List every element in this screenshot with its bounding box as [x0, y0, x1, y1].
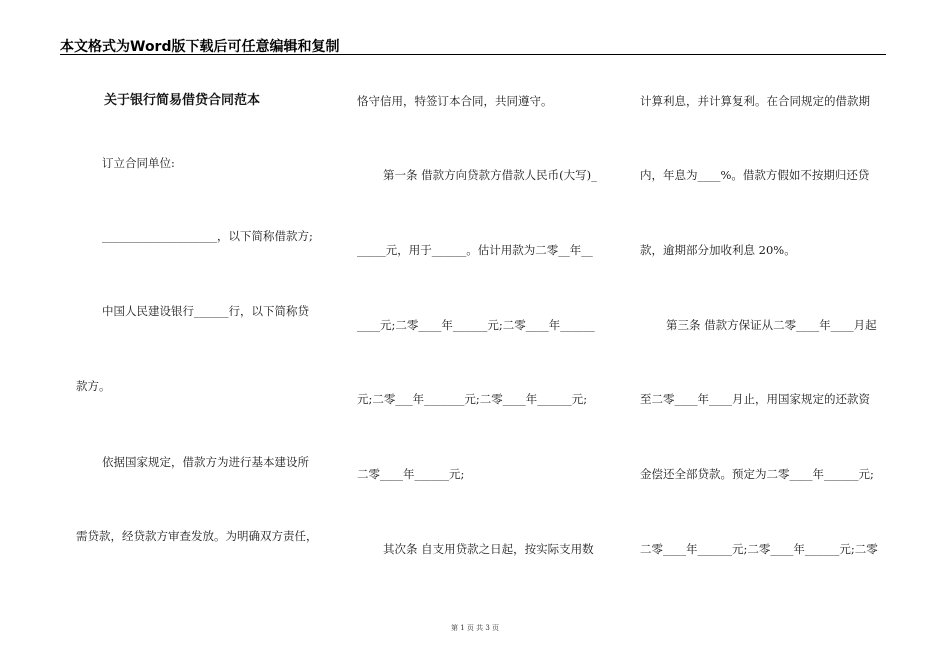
text-line: 计算利息，并计算复利。在合同规定的借款期: [640, 94, 870, 108]
text-line: 金偿还全部贷款。预定为二零____年______元;: [640, 467, 874, 481]
text-line: 内，年息为____%。借款方假如不按期归还贷: [640, 168, 870, 182]
text-line: 款，逾期部分加收利息 20%。: [640, 243, 796, 257]
text-line: 需贷款，经贷款方审查发放。为明确双方责任，: [76, 529, 318, 543]
text-line: _____元，用于______。估计用款为二零__年__: [357, 243, 593, 257]
header-text: 本文格式为Word版下载后可任意编辑和复制: [60, 39, 340, 55]
text-line: 恪守信用，特签订本合同，共同遵守。: [357, 94, 553, 108]
text-line: 第三条 借款方保证从二零____年____月起: [666, 318, 877, 332]
text-line: 二零____年______元;二零____年______元;二零: [640, 542, 878, 556]
text-line: 其次条 自支用贷款之日起，按实际支用数: [383, 542, 594, 556]
column-1: [76, 0, 336, 620]
text-line: 至二零____年____月止，用国家规定的还款资: [640, 392, 870, 406]
page-number: 第 1 页 共 3 页: [450, 624, 500, 632]
text-line: 依据国家规定，借款方为进行基本建设所: [102, 455, 309, 469]
text-line: 元;二零___年_______元;二零____年______元;: [357, 392, 588, 406]
document-title: 关于银行简易借贷合同范本: [104, 93, 261, 108]
text-line: ____元;二零____年______元;二零____年______: [357, 318, 595, 332]
text-line: 款方。: [76, 379, 111, 393]
column-3: [640, 0, 900, 620]
text-line: ____________________，以下简称借款方;: [102, 229, 313, 243]
text-line: 第一条 借款方向贷款方借款人民币(大写)_: [383, 168, 597, 182]
column-2: [357, 0, 617, 620]
text-line: 中国人民建设银行______行，以下简称贷: [102, 304, 309, 318]
text-line: 二零____年______元;: [357, 467, 465, 481]
text-line: 订立合同单位:: [102, 156, 175, 170]
